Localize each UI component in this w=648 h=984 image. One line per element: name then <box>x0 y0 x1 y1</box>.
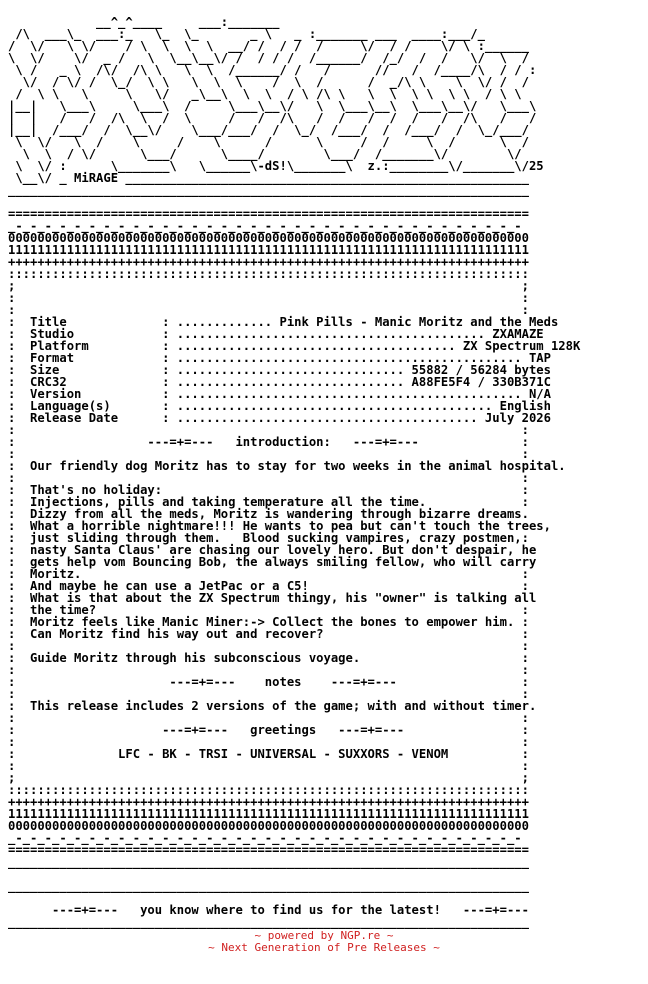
nfo-line: : Guide Moritz through his subconscious voyage. : <box>8 651 529 665</box>
nfo-line: : Our friendly dog Moritz has to stay for two weeks in the animal hospital. <box>8 459 566 473</box>
nfo-line: /\ ___\_ ___:_ \_ \_ _ \ _ :_______ ___ ____:___/_ <box>8 27 485 41</box>
nfo-line: : Release Date : ......................................... July 2026 <box>8 411 551 425</box>
nfo-line: : nasty Santa Claus' are chasing our lovely hero. But don't despair, he <box>8 543 537 557</box>
nfo-line: : just sliding through them. Blood sucking vampires, crazy postmen,: <box>8 531 529 545</box>
nfo-text-block <box>8 16 580 928</box>
nfo-line: +++++++++++++++++++++++++++++++++++++++++++++++++++++++++++++++++++++++ <box>8 795 529 809</box>
nfo-line: : Platform : ...................................... ZX Spectrum 128K <box>8 339 581 353</box>
nfo-line: 11111111111111111111111111111111111111111111111111111111111111111111111 <box>8 243 529 257</box>
nfo-line: _-_-_-_-_-_-_-_-_-_-_-_-_-_-_-_-_-_-_-_-_-_-_-_-_-_-_-_-_-_-_-_-_-_-_- <box>8 219 522 233</box>
nfo-line: _______________________________________________________________________ <box>8 183 529 197</box>
nfo-line: : Language(s) : ........................................... English <box>8 399 551 413</box>
nfo-line: ; ; <box>8 771 529 785</box>
nfo-line: : Moritz feels like Manic Miner:-> Collect the bones to empower him. : <box>8 615 529 629</box>
nfo-line: : This release includes 2 versions of the game; with and without timer. <box>8 699 537 713</box>
nfo-line: __^_^____ ___:_______ <box>8 15 280 29</box>
nfo-line: \ \/ \/ _ / \ \__\__\/ / / / / /______/ /_/ / / \/ \ / <box>8 51 529 65</box>
nfo-line: ; ; <box>8 279 529 293</box>
nfo-line: : Format : ............................................... TAP <box>8 351 551 365</box>
nfo-line: \ \ / \/ \___/ \____/ \___/ /_______\/ \/ <box>8 147 522 161</box>
nfo-line: : : <box>8 663 529 677</box>
nfo-line: 11111111111111111111111111111111111111111111111111111111111111111111111 <box>8 807 529 821</box>
nfo-line: : What a horrible nightmare!!! He wants to pea but can't touch the trees, <box>8 519 551 533</box>
nfo-line: : : <box>8 759 529 773</box>
nfo-line: : : <box>8 735 529 749</box>
footer <box>0 930 648 954</box>
nfo-line: |__| /___/ / \__\/ \___/___/ / \_/ /___/ / /___/ / \_/___/ <box>8 123 529 137</box>
nfo-line: : ---=+=--- greetings ---=+=--- : <box>8 723 529 737</box>
nfo-line: : LFC - BK - TRSI - UNIVERSAL - SUXXORS - VENOM : <box>8 747 529 761</box>
nfo-line: ::::::::::::::::::::::::::::::::::::::::::::::::::::::::::::::::::::::: <box>8 783 529 797</box>
nfo-line: : Dizzy from all the meds, Moritz is wandering through bizarre dreams. <box>8 507 529 521</box>
nfo-line: \/ / \/ / \_/ \ \ \ \ \ / \ / / _/\ \ \ \/ / / <box>8 75 529 89</box>
nfo-line: : : <box>8 687 529 701</box>
nfo-line: : ---=+=--- introduction: ---=+=--- : <box>8 435 529 449</box>
nfo-line: \ \/ : \_______\ \______\-dS!\_______\ z.:________\/_______\/25 <box>8 159 544 173</box>
nfo-line: ======================================================================= <box>8 207 529 221</box>
nfo-line: _-_-_-_-_-_-_-_-_-_-_-_-_-_-_-_-_-_-_-_-_-_-_-_-_-_-_-_-_-_-_-_-_-_-_- <box>8 831 522 845</box>
nfo-line: : What is that about the ZX Spectrum thingy, his "owner" is talking all <box>8 591 537 605</box>
nfo-line: : Can Moritz find his way out and recover? : <box>8 627 529 641</box>
nfo-line: / \/ \ \/ / \ \ \ \ __/ / / / / \/ / / \/ \ :______ <box>8 39 529 53</box>
nfo-line: : : <box>8 291 529 305</box>
nfo-line: \ / _ \ /\/ /\ \ \ \ /______/ / / // / /____/\ / / : <box>8 63 537 77</box>
nfo-line: \ \/ \ / \ / \ / \ / / \ / \ / <box>8 135 529 149</box>
nfo-line: : Version : ............................................... N/A <box>8 387 551 401</box>
footer-tagline: ~ Next Generation of Pre Releases ~ <box>208 941 440 954</box>
nfo-line: : Studio : .......................................... ZXAMAZE <box>8 327 544 341</box>
nfo-line: : : <box>8 303 529 317</box>
nfo-line: : : <box>8 447 529 461</box>
nfo-line: : That's no holiday: : <box>8 483 529 497</box>
nfo-line: ::::::::::::::::::::::::::::::::::::::::::::::::::::::::::::::::::::::: <box>8 267 529 281</box>
nfo-line: : CRC32 : ............................... A88FE5F4 / 330B371C <box>8 375 551 389</box>
nfo-line: : : <box>8 711 529 725</box>
nfo-line: ======================================================================= <box>8 843 529 857</box>
nfo-line: : Injections, pills and taking temperature all the time. : <box>8 495 529 509</box>
nfo-line: / \ \ \ \ \/ _\__\ \ \ / \ /\ \ \ \ \ \ \ \ / \ \ <box>8 87 522 101</box>
nfo-line: : : <box>8 471 529 485</box>
nfo-line: 00000000000000000000000000000000000000000000000000000000000000000000000 <box>8 231 529 245</box>
nfo-line: 00000000000000000000000000000000000000000000000000000000000000000000000 <box>8 819 529 833</box>
footer-powered-by-link[interactable]: ~ powered by NGP.re ~ <box>254 929 394 942</box>
nfo-line: : : <box>8 423 529 437</box>
nfo-line: : ---=+=--- notes ---=+=--- : <box>8 675 529 689</box>
nfo-line: \__\/ _ MiRAGE _______________________________________________________ <box>8 171 529 185</box>
nfo-line: : Moritz. : <box>8 567 529 581</box>
nfo-line: ---=+=--- you know where to find us for the latest! ---=+=--- <box>8 903 529 917</box>
nfo-line: +++++++++++++++++++++++++++++++++++++++++++++++++++++++++++++++++++++++ <box>8 255 529 269</box>
nfo-line: : : <box>8 639 529 653</box>
nfo-line: _______________________________________________________________________ <box>8 855 529 869</box>
nfo-line: _______________________________________________________________________ <box>8 915 529 929</box>
nfo-line: | | / / /\ \ / \ / / /\ / / / / / / /\ / / <box>8 111 537 125</box>
nfo-line: _______________________________________________________________________ <box>8 879 529 893</box>
nfo-line: : Size : ............................... 55882 / 56284 bytes <box>8 363 551 377</box>
nfo-line: : Title : ............. Pink Pills - Manic Moritz and the Meds <box>8 315 559 329</box>
nfo-line: : And maybe he can use a JetPac or a C5! : <box>8 579 529 593</box>
nfo-line: : gets help vom Bouncing Bob, the always smiling fellow, who will carry <box>8 555 537 569</box>
nfo-line: : the time? : <box>8 603 529 617</box>
nfo-line: |__| \___\ \___\ / \___\__\/ \ \___\__\ \___\__\/ \___\ <box>8 99 537 113</box>
